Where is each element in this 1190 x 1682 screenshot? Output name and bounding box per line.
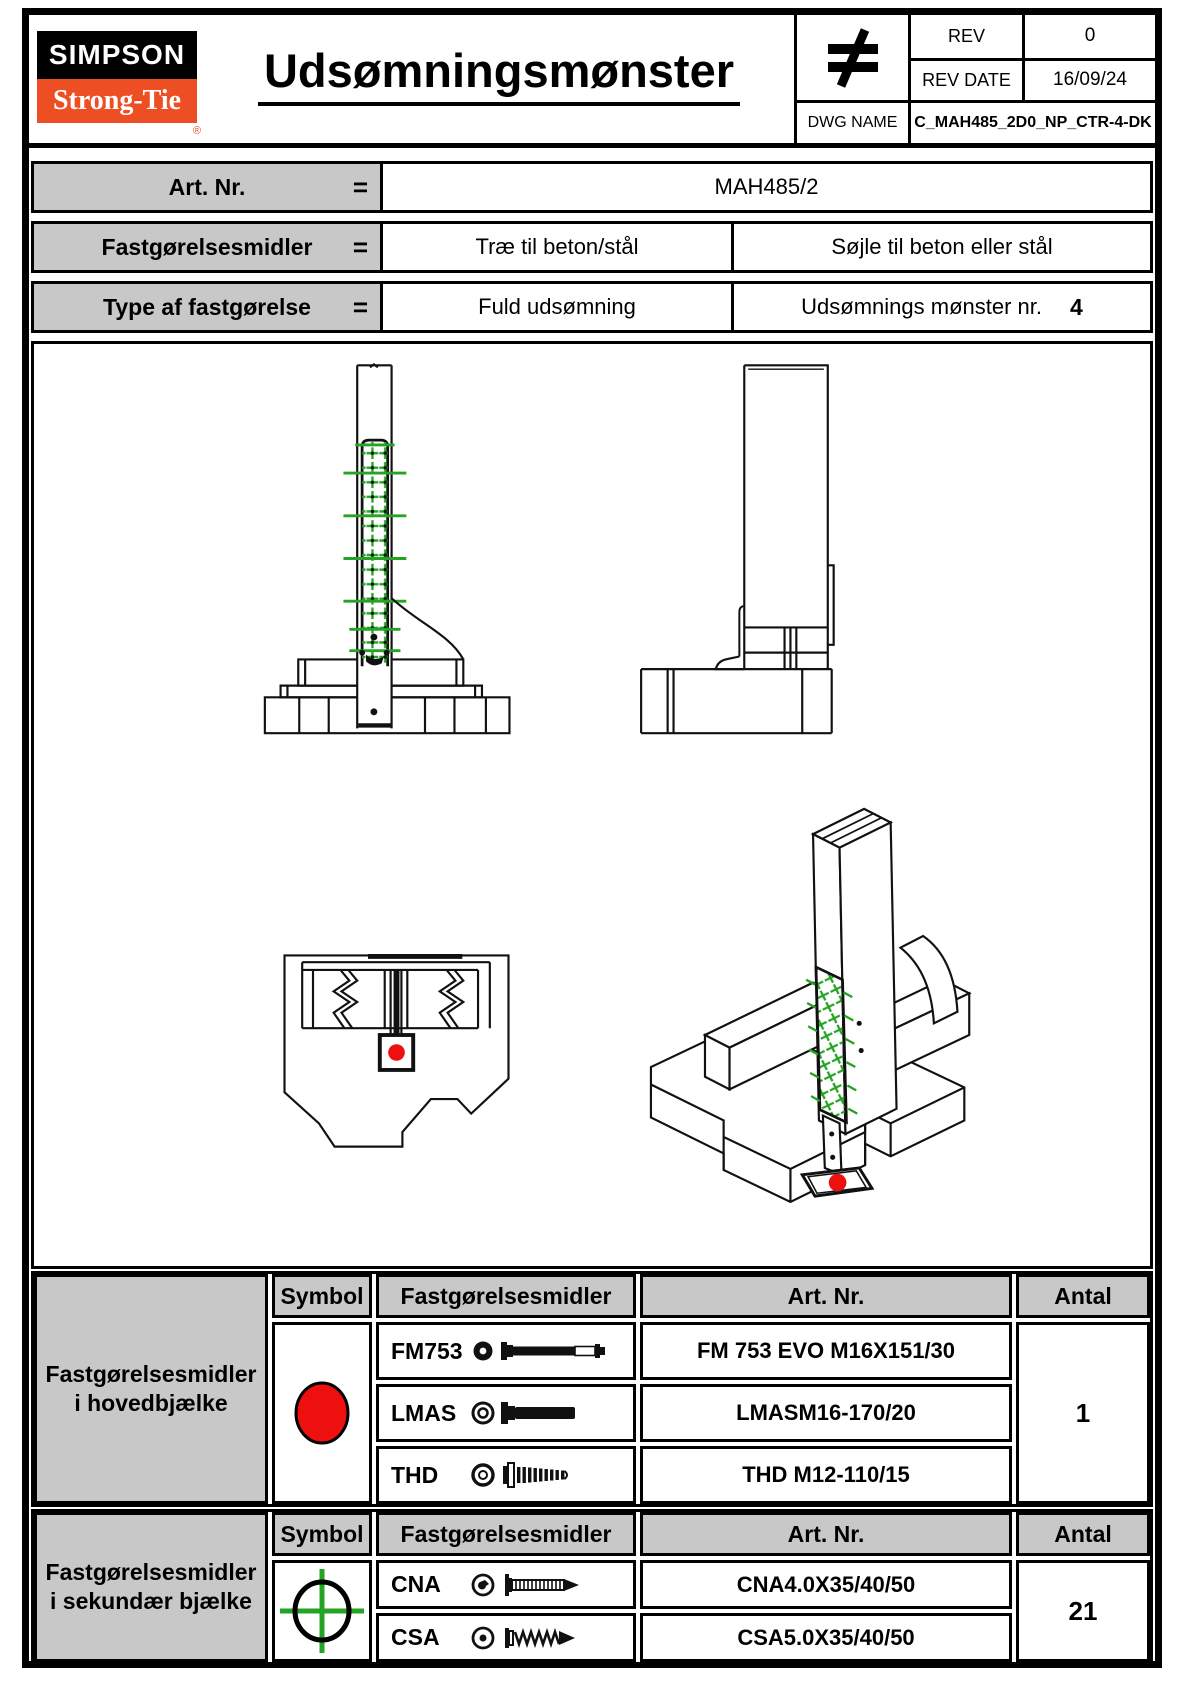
rev-label: REV (908, 15, 1022, 58)
art-nr-value: MAH485/2 (714, 174, 819, 199)
fastener-name: CNA (391, 1571, 441, 1597)
art-nr-label-cell (31, 161, 383, 213)
sheet-header (29, 15, 1155, 148)
fastener-table-secondary-beam (31, 1509, 1153, 1665)
table2-header-qty: Antal (1016, 1512, 1150, 1556)
lmas-bolt-icon (471, 1396, 621, 1430)
art-nr-fm753: FM 753 EVO M16X151/30 (640, 1322, 1012, 1380)
art-nr-lmas: LMASM16-170/20 (640, 1384, 1012, 1442)
fasteners-label: Fastgørelsesmidler (101, 233, 313, 260)
title-block (794, 15, 1155, 143)
equals-sign: = (352, 171, 368, 202)
table2-header-fastener: Fastgørelsesmidler (376, 1512, 636, 1556)
rev-date-label: REV DATE (908, 58, 1022, 101)
secondary-beam-qty: 21 (1016, 1560, 1150, 1662)
art-nr-thd: THD M12-110/15 (640, 1446, 1012, 1504)
pattern-number-text: Udsømnings mønster nr. (801, 294, 1043, 319)
fastener-name: LMAS (391, 1399, 457, 1426)
art-nr-label: Art. Nr. (168, 173, 246, 200)
dwg-name-value: C_MAH485_2D0_NP_CTR-4-DK (908, 100, 1155, 143)
green-crosshair-icon (276, 1565, 368, 1657)
fastener-name: THD (391, 1461, 439, 1488)
fastener-row-lmas (376, 1384, 636, 1442)
table1-row-label (34, 1274, 268, 1504)
table1-header-qty: Antal (1016, 1274, 1150, 1318)
logo-strongtie: Strong-Tie (37, 79, 197, 123)
section-view (285, 955, 509, 1146)
art-nr-csa: CSA5.0X35/40/50 (640, 1613, 1012, 1662)
fasteners-value-1: Træ til beton/stål (383, 224, 734, 270)
table1-label-line1: Fastgørelsesmidler (45, 1361, 257, 1388)
csa-screw-icon (471, 1622, 621, 1654)
technical-drawing-views (34, 344, 1150, 1266)
table2-label-line1: Fastgørelsesmidler (45, 1559, 257, 1586)
fm753-bolt-icon (471, 1335, 621, 1367)
table1-header-symbol: Symbol (272, 1274, 372, 1318)
main-beam-qty: 1 (1016, 1322, 1150, 1504)
equals-sign: = (352, 291, 368, 322)
not-equal-icon (797, 15, 908, 100)
fastener-row-thd (376, 1446, 636, 1504)
fastener-row-cna (376, 1560, 636, 1609)
fixing-type-label-cell (31, 281, 383, 333)
isometric-view (651, 809, 969, 1202)
secondary-beam-symbol-crosshair (272, 1560, 372, 1662)
cna-nail-icon (471, 1569, 621, 1601)
main-beam-symbol-red-circle (272, 1322, 372, 1504)
table2-row-label (34, 1512, 268, 1662)
fasteners-label-cell (31, 221, 383, 273)
equals-sign: = (352, 231, 368, 262)
fastener-row-fm753 (376, 1322, 636, 1380)
page-title: Udsømningsmønster (258, 43, 740, 106)
pattern-number-cell (734, 284, 1150, 330)
fasteners-value-2: Søjle til beton eller stål (831, 234, 1053, 259)
drawing-area (31, 341, 1153, 1269)
fastener-name: CSA (391, 1624, 440, 1650)
fixing-type-label: Type af fastgørelse (103, 293, 311, 320)
front-view (265, 364, 510, 733)
red-circle-icon (290, 1376, 354, 1450)
info-row-art-nr (31, 161, 1153, 213)
dwg-name-label: DWG NAME (797, 100, 908, 143)
table1-label-line2: i hovedbjælke (74, 1390, 228, 1416)
registered-mark: ® (192, 125, 201, 137)
info-row-fasteners (31, 221, 1153, 273)
fastener-name: FM753 (391, 1337, 463, 1364)
logo-simpson: SIMPSON (37, 31, 197, 79)
side-view (641, 365, 834, 733)
table1-header-art: Art. Nr. (640, 1274, 1012, 1318)
pattern-number-value: 4 (1070, 293, 1083, 320)
art-nr-cna: CNA4.0X35/40/50 (640, 1560, 1012, 1609)
rev-value: 0 (1022, 15, 1155, 58)
table2-header-symbol: Symbol (272, 1512, 372, 1556)
drawing-sheet (22, 8, 1162, 1668)
sheet-title-wrap (204, 15, 794, 133)
thd-anchor-icon (471, 1458, 621, 1492)
fastener-row-csa (376, 1613, 636, 1662)
rev-date-value: 16/09/24 (1022, 58, 1155, 101)
simpson-strongtie-logo (37, 31, 201, 137)
fastener-table-main-beam (31, 1271, 1153, 1507)
table2-label-line2: i sekundær bjælke (50, 1588, 252, 1614)
fixing-type-value-1: Fuld udsømning (383, 284, 734, 330)
table1-header-fastener: Fastgørelsesmidler (376, 1274, 636, 1318)
info-row-fixing-type (31, 281, 1153, 333)
table2-header-art: Art. Nr. (640, 1512, 1012, 1556)
